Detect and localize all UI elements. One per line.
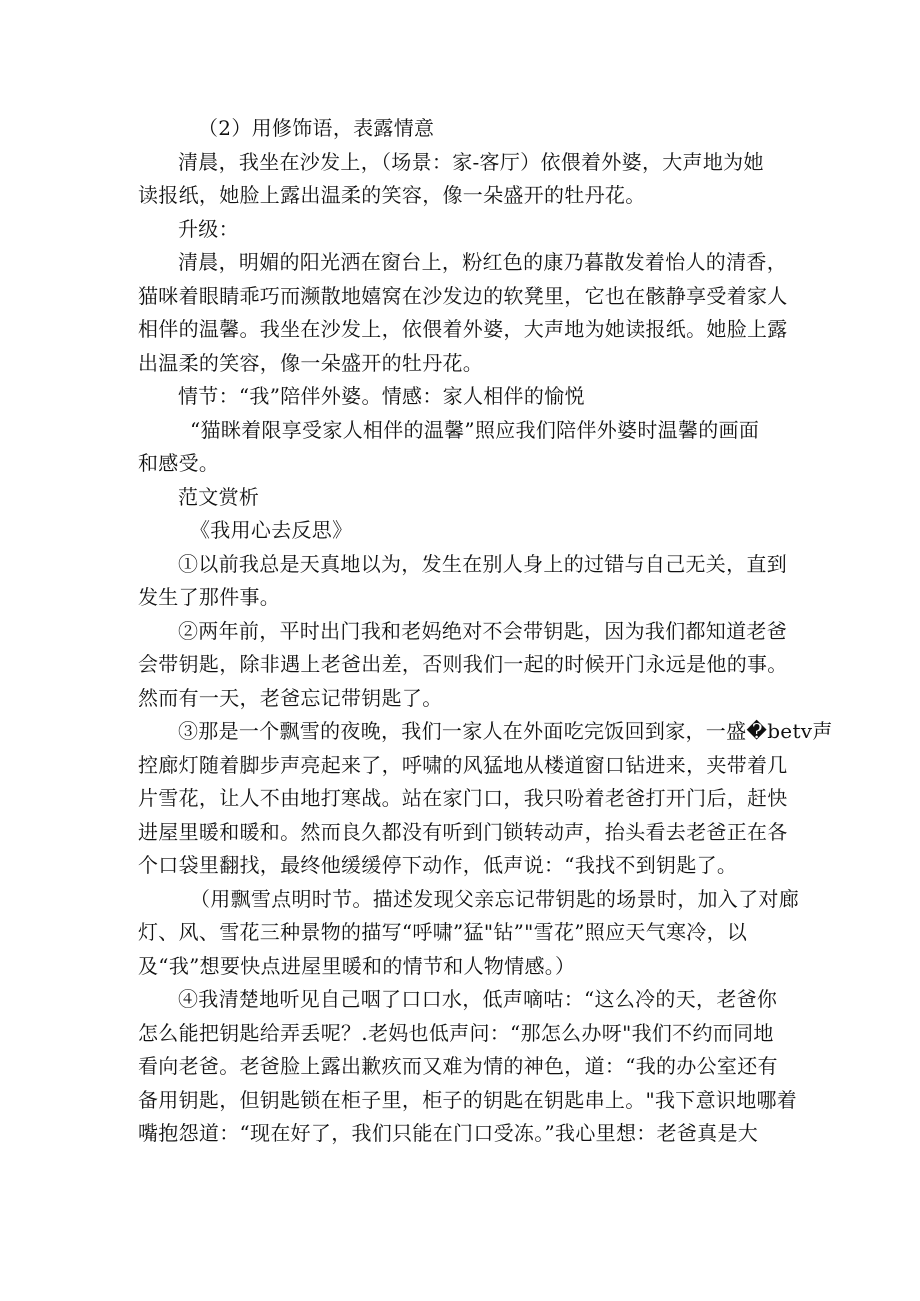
text-line: 及“我”想要快点进屋里暖和的情节和人物情感。） — [138, 953, 576, 978]
text-line: “猫眯着限享受家人相伴的温馨”照应我们陪伴外婆时温馨的画面 — [190, 417, 760, 442]
text-line: ①以前我总是天真地以为，发生在别人身上的过错与自己无关，直到 — [178, 551, 787, 576]
text-line: 片雪花，让人不由地打寒战。站在家门口，我只吩着老爸打开门后，赶快 — [138, 786, 788, 810]
text-line: 嘴抱怨道：“现在好了，我们只能在门口受冻。”我心里想：老爸真是大 — [138, 1121, 759, 1145]
text-line: 然而有一天，老爸忘记带钥匙了。 — [138, 685, 443, 710]
text-line: 猫咪着眼睛乖巧而濒散地嬉窝在沙发边的软凳里，它也在骸静享受着家人 — [138, 283, 788, 308]
text-line: 相伴的温馨。我坐在沙发上，依偎着外婆，大声地为她读报纸。她脸上露 — [138, 317, 788, 341]
text-line: 控廊灯随着脚步声亮起来了，呼啸的风猛地从楼道窗口钻进来，夹带着几 — [138, 752, 788, 777]
text-line: 清晨，明媚的阳光洒在窗台上，粉红色的康乃暮散发着怡人的清香， — [178, 250, 787, 274]
text-line: 备用钥匙，但钥匙锁在柜子里，柜子的钥匙在钥匙串上。"我下意识地哪着 — [138, 1087, 798, 1112]
document-page — [138, 112, 833, 1151]
text-line: 范文赏析 — [178, 484, 260, 509]
text-line: 情节：“我”陪伴外婆。情感：家人相伴的愉悦 — [178, 384, 585, 408]
text-line: 看向老爸。老爸脸上露出歉疚而又难为情的神色，道：“我的办公室还有 — [138, 1054, 778, 1078]
text-line: 灯、风、雪花三种景物的描写“呼啸”猛"钻”"雪花”照应天气寒冷，以 — [138, 920, 748, 944]
text-line: 怎么能把钥匙给弄丢呢？.老妈也低声问：“那怎么办呀"我们不约而同地 — [138, 1020, 774, 1045]
text-line: ②两年前，平时出门我和老妈绝对不会带钥匙，因为我们都知道老爸 — [178, 618, 787, 643]
text-line: 个口袋里翻找，最终他缓缓停下动作，低声说：“我找不到钥匙了。 — [138, 853, 738, 877]
text-line: 进屋里暖和暖和。然而良久都没有听到门锁转动声，抬头看去老爸正在各 — [138, 819, 788, 844]
text-line: ③那是一个飘雪的夜晚，我们一家人在外面吃完饭回到家，一盛�betv声 — [178, 719, 833, 743]
text-line: （用飘雪点明时节。描述发现父亲忘记带钥匙的场景时，加入了对廊 — [190, 886, 799, 911]
text-line: 发生了那件事。 — [138, 585, 281, 609]
text-line: 出温柔的笑容，像一朵盛开的牡丹花。 — [138, 350, 484, 375]
text-line: （2）用修饰语，表露情意 — [198, 116, 435, 140]
text-line: 和感受。 — [138, 451, 220, 475]
text-line: 会带钥匙，除非遇上老爸出差，否则我们一起的时候开门永远是他的事。 — [138, 652, 788, 676]
text-line: 清晨，我坐在沙发上，（场景：家-客厅）依偎着外婆，大声地为她 — [178, 149, 764, 174]
text-line: 读报纸，她脸上露出温柔的笑容，像一朵盛开的牡丹花。 — [138, 183, 646, 207]
text-line: 升级： — [178, 216, 239, 241]
text-line: ④我清楚地听见自己咽了口口水，低声嘀咕：“这么冷的天，老爸你 — [178, 987, 778, 1011]
text-line: 《我用心去反思》 — [190, 518, 353, 542]
